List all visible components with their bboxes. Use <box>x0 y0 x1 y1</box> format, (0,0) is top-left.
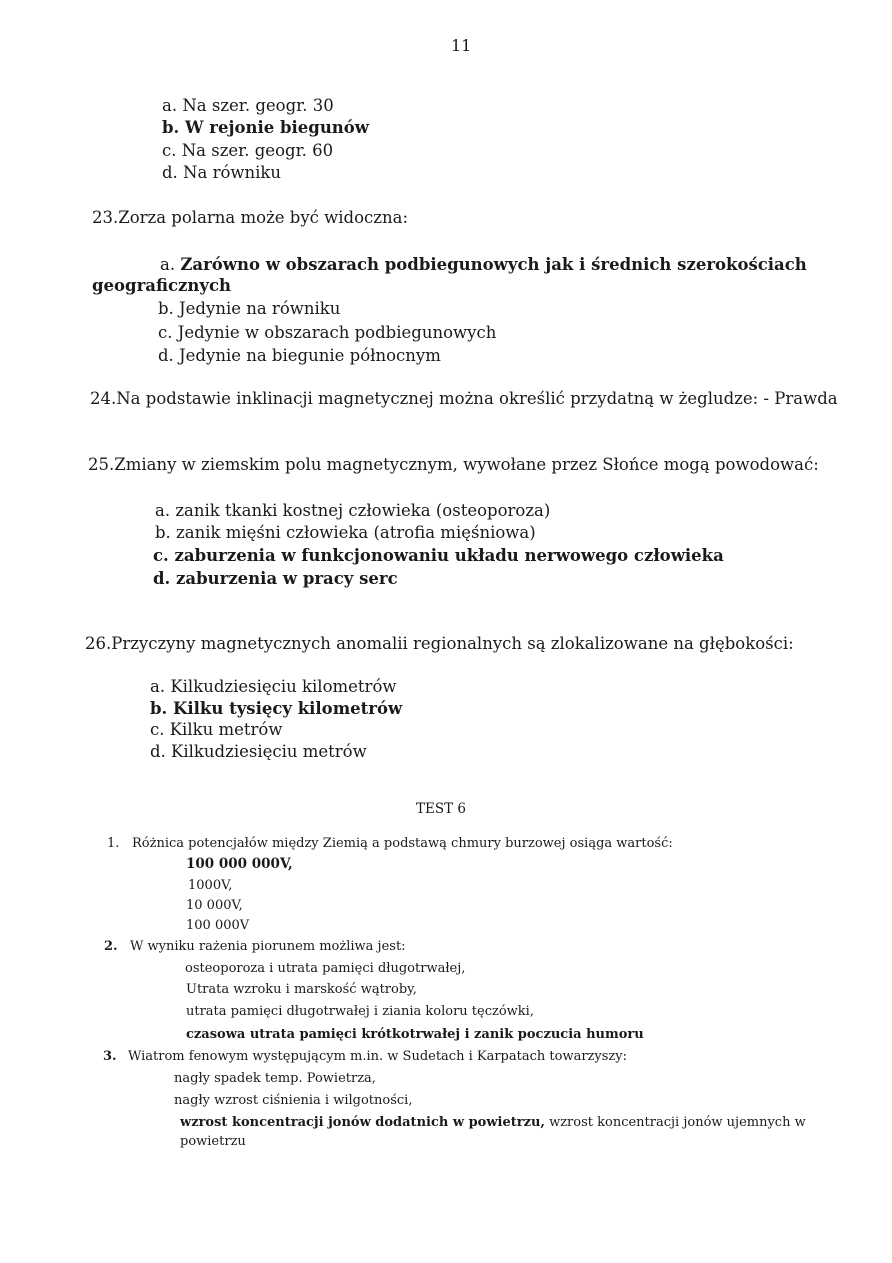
t6-q3-option-3 <box>180 1115 806 1130</box>
q24-question: 24.Na podstawie inklinacji magnetycznej można określić przydatną w żegludze: - Prawda <box>90 389 838 408</box>
t6-q3-number: 3. <box>103 1049 117 1064</box>
q25-option-a: a. zanik tkanki kostnej człowieka (osteoporoza) <box>155 501 551 520</box>
q26-option-a: a. Kilkudziesięciu kilometrów <box>150 677 397 696</box>
t6-q3-option-3-bold: wzrost koncentracji jonów dodatnich w powietrzu, <box>180 1115 545 1130</box>
t6-q3-question: Wiatrom fenowym występującym m.in. w Sudetach i Karpatach towarzyszy: <box>128 1049 627 1064</box>
q23-option-a-cont: geograficznych <box>92 276 232 295</box>
page-number: 11 <box>451 36 472 55</box>
t6-q1-number: 1. <box>107 836 120 851</box>
q25-option-d: d. zaburzenia w pracy serc <box>153 569 398 588</box>
q23-option-a-prefix: a. <box>160 255 176 274</box>
t6-q1-option-1: 100 000 000V, <box>186 856 293 872</box>
q25-option-b: b. zanik mięśni człowieka (atrofia mięśniowa) <box>155 523 536 542</box>
q26-question: 26.Przyczyny magnetycznych anomalii regionalnych są zlokalizowane na głębokości: <box>85 634 794 653</box>
q23-question: 23.Zorza polarna może być widoczna: <box>92 208 409 227</box>
t6-q2-question: W wyniku rażenia piorunem możliwa jest: <box>130 939 406 954</box>
q22-option-a: a. Na szer. geogr. 30 <box>162 96 334 115</box>
t6-q2-number: 2. <box>104 939 118 954</box>
q22-option-b: b. W rejonie biegunów <box>162 118 370 137</box>
q22-option-d: d. Na równiku <box>162 163 282 182</box>
t6-q3-option-3-rest: wzrost koncentracji jonów ujemnych w <box>544 1115 806 1130</box>
t6-q2-option-1: osteoporoza i utrata pamięci długotrwałej, <box>185 961 466 976</box>
q23-option-a <box>160 255 807 274</box>
t6-q1-question: Różnica potencjałów między Ziemią a podstawą chmury burzowej osiąga wartość: <box>132 836 673 851</box>
q26-option-c: c. Kilku metrów <box>150 720 283 739</box>
t6-q3-option-2: nagły wzrost ciśnienia i wilgotności, <box>174 1093 413 1108</box>
t6-q2-option-4: czasowa utrata pamięci krótkotrwałej i zanik poczucia humoru <box>186 1027 644 1042</box>
t6-q2-option-3: utrata pamięci długotrwałej i ziania koloru tęczówki, <box>186 1004 534 1019</box>
q23-option-a-text: Zarówno w obszarach podbiegunowych jak i średnich szerokościach <box>180 255 807 274</box>
q26-option-d: d. Kilkudziesięciu metrów <box>150 742 367 761</box>
t6-q3-option-3-cont: powietrzu <box>180 1134 246 1149</box>
q22-option-c: c. Na szer. geogr. 60 <box>162 141 334 160</box>
q23-option-d: d. Jedynie na biegunie północnym <box>158 346 441 365</box>
q25-question: 25.Zmiany w ziemskim polu magnetycznym, wywołane przez Słońce mogą powodować: <box>88 455 819 474</box>
t6-q3-option-1: nagły spadek temp. Powietrza, <box>174 1071 376 1086</box>
t6-q1-option-3: 10 000V, <box>186 898 243 913</box>
q26-option-b: b. Kilku tysięcy kilometrów <box>150 699 403 718</box>
t6-q1-option-2: 1000V, <box>188 878 233 893</box>
q23-option-c: c. Jedynie w obszarach podbiegunowych <box>158 323 497 342</box>
q25-option-c: c. zaburzenia w funkcjonowaniu układu nerwowego człowieka <box>153 546 724 565</box>
test6-heading: TEST 6 <box>416 801 466 817</box>
t6-q2-option-2: Utrata wzroku i marskość wątroby, <box>186 982 417 997</box>
q23-option-b: b. Jedynie na równiku <box>158 299 341 318</box>
t6-q1-option-4: 100 000V <box>186 918 250 933</box>
